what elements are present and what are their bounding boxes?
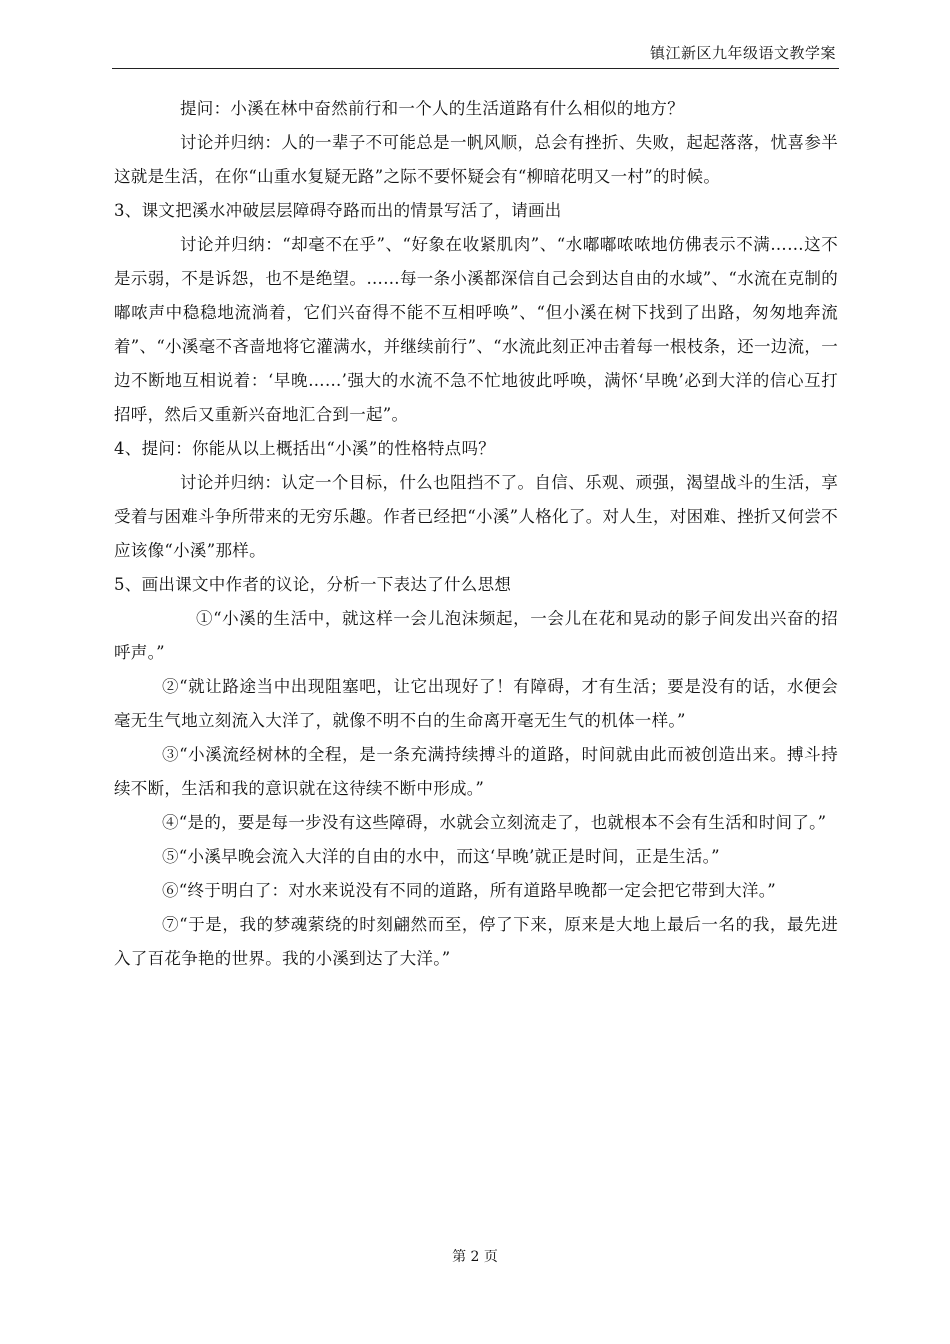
quote-item-5: ⑤“小溪早晚会流入大洋的自由的水中，而这‘早晚’就正是时间，正是生活。” (162, 847, 720, 866)
quote-item-4: ④“是的，要是每一步没有这些障碍，水就会立刻流走了，也就根本不会有生活和时间了。” (162, 813, 827, 832)
discussion-paragraph: 讨论并归纳：认定一个目标，什么也阻挡不了。自信、乐观、顽强，渴望战斗的生活，享受着与困难斗争所带来的无穷乐趣。作者已经把“小溪”人格化了。对人生，对困难、挫折又何尝不应该像“小溪”那样。 (114, 473, 838, 560)
quote-item-6: ⑥“终于明白了：对水来说没有不同的道路，所有道路早晚都一定会把它带到大洋。” (162, 881, 777, 900)
header-divider (112, 68, 839, 69)
numbered-heading-5: 5、画出课文中作者的议论，分析一下表达了什么思想 (114, 575, 512, 594)
quote-item-7: ⑦“于是，我的梦魂萦绕的时刻翩然而至，停了下来，原来是大地上最后一名的我，最先进入了百花争艳的世界。我的小溪到达了大洋。” (114, 915, 838, 968)
quote-item-3: ③“小溪流经树林的全程，是一条充满持续搏斗的道路，时间就由此而被创造出来。搏斗持续不断，生活和我的意识就在这待续不断中形成。” (114, 745, 838, 798)
numbered-heading-4: 4、提问：你能从以上概括出“小溪”的性格特点吗？ (114, 439, 496, 458)
quote-item-1: ①“小溪的生活中，就这样一会儿泡沫频起，一会儿在花和晃动的影子间发出兴奋的招呼声。” (114, 609, 838, 662)
question-paragraph: 提问：小溪在林中奋然前行和一个人的生活道路有什么相似的地方？ (180, 99, 684, 118)
quote-item-2: ②“就让路途当中出现阻塞吧，让它出现好了！有障碍，才有生活；要是没有的话，水便会毫无生气地立刻流入大洋了，就像不明不白的生命离开毫无生气的机体一样。” (114, 677, 838, 730)
page-header-title: 镇江新区九年级语文教学案 (649, 44, 836, 62)
page-number: 第 2 页 (452, 1249, 498, 1265)
document-body (114, 92, 838, 976)
discussion-paragraph: 讨论并归纳：人的一辈子不可能总是一帆风顺，总会有挫折、失败，起起落落，忧喜参半这就是生活，在你“山重水复疑无路”之际不要怀疑会有“柳暗花明又一村”的时候。 (114, 133, 838, 186)
discussion-paragraph: 讨论并归纳：“却毫不在乎”、“好象在收紧肌肉”、“水嘟嘟哝哝地仿佛表示不满……这不是示弱，不是诉怨，也不是绝望。……每一条小溪都深信自己会到达自由的水域”、“水流在克制的嘟哝声中稳稳地流淌着，它们兴奋得不能不互相呼唤”、“但小溪在树下找到了出路，匆匆地奔流着”、“小溪毫不吝啬地将它灌满水，并继续前行”、“水流此刻正冲击着每一根枝条，还一边流，一边不断地互相说着：‘早晚……’强大的水流不急不忙地彼此呼唤，满怀‘早晚’必到大洋的信心互打招呼，然后又重新兴奋地汇合到一起”。 (114, 235, 838, 424)
numbered-heading-3: 3、课文把溪水冲破层层障碍夺路而出的情景写活了，请画出 (114, 201, 562, 220)
